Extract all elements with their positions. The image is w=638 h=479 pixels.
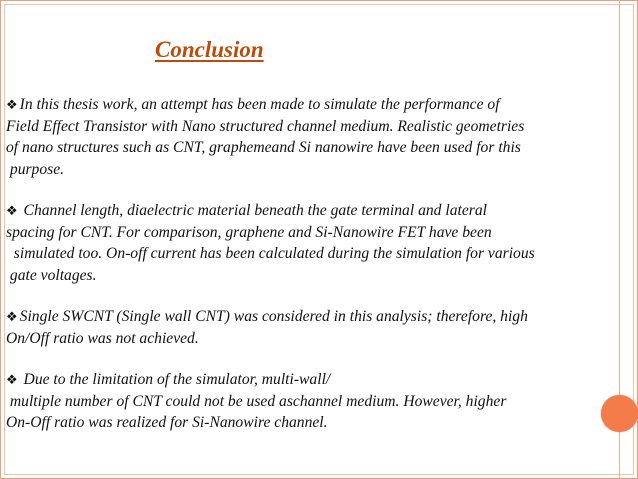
paragraph-2-line-3: simulated too. On-off current has been calculated during the simulation for various — [6, 245, 535, 262]
paragraph-3 — [6, 306, 612, 349]
bullet-diamond-icon: ❖ — [6, 203, 18, 218]
paragraph-3-line-2: On/Off ratio was not achieved. — [6, 329, 199, 347]
bullet-diamond-icon: ❖ — [6, 372, 18, 387]
paragraph-1-line-1 — [6, 94, 612, 116]
paragraph-3-line-1 — [6, 306, 612, 328]
line-text: Single SWCNT (Single wall CNT) was considered in this analysis; therefore, high — [19, 308, 528, 325]
paragraph-1-line-2: Field Effect Transistor with Nano structured channel medium. Realistic geometries — [6, 117, 525, 135]
bullet-diamond-icon: ❖ — [6, 97, 18, 112]
paragraph-2 — [6, 200, 612, 286]
paragraph-4-line-2: multiple number of CNT could not be used aschannel medium. However, higher — [6, 392, 507, 410]
line-text: Channel length, diaelectric material beneath the gate terminal and lateral — [19, 202, 487, 219]
paragraph-1-line-3: of nano structures such as CNT, graphemeand Si nanowire have been used for this — [6, 139, 521, 156]
line-text: In this thesis work, an attempt has been made to simulate the performance of — [19, 96, 500, 113]
paragraph-2-line-2: spacing for CNT. For comparison, graphene and Si-Nanowire FET have been — [6, 223, 492, 241]
paragraph-4-line-3: On-Off ratio was realized for Si-Nanowire channel. — [6, 414, 328, 431]
paragraph-4 — [6, 369, 612, 434]
paragraph-1 — [6, 94, 612, 180]
line-text: Due to the limitation of the simulator, multi-wall/ — [19, 371, 331, 388]
paragraph-1-line-4: purpose. — [6, 160, 65, 178]
paragraph-2-line-4: gate voltages. — [6, 266, 97, 284]
bullet-diamond-icon: ❖ — [6, 309, 18, 324]
paragraph-4-line-1 — [6, 369, 612, 391]
paragraph-2-line-1 — [6, 200, 612, 222]
slide-content — [6, 94, 612, 454]
slide-title: Conclusion — [155, 37, 264, 62]
